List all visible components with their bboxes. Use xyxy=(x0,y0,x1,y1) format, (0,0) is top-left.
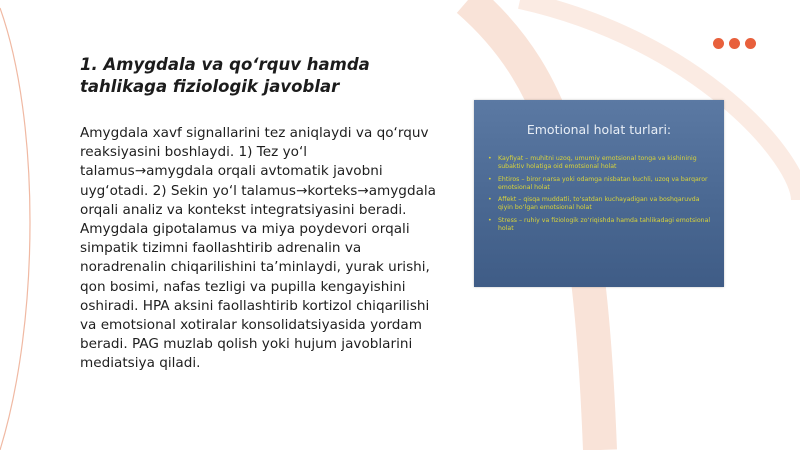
embedded-image-list xyxy=(486,155,716,237)
decor-thin-arc xyxy=(0,8,30,450)
decor-dots xyxy=(713,38,756,49)
list-item: • Ehtiros – biror narsa yoki odamga nisbatan kuchli, uzoq va barqaror emotsional holat xyxy=(486,176,716,193)
embedded-slide-image xyxy=(474,100,724,287)
decor-dot xyxy=(745,38,756,49)
embedded-image-title: Emotional holat turlari: xyxy=(526,122,672,137)
list-item: • Kayfiyat – muhitni uzoq, umumiy emotsional tonga va kishininig subaktiv holatiga oid emotsional holat xyxy=(486,155,716,172)
list-item: • Stress – ruhiy va fiziologik zo‘riqishda hamda tahlikadagi emotsional holat xyxy=(486,217,716,234)
slide-body-text: Amygdala xavf signallarini tez aniqlaydi va qo‘rquv reaksiyasini boshlaydi. 1) Tez yo‘l talamus→amygdala orqali avtomatik javobni uyg‘otadi. 2) Sekin yo‘l talamus→korteks→amygdala orqali analiz va kontekst integratsiyasini beradi. Amygdala gipotalamus va miya poydevori orqali simpatik tizimni faollashtirib adrenalin va noradrenalin chiqarilishini ta’minlaydi, yurak urishi, qon bosimi, nafas tezligi va pupilla kengayishini oshiradi. HPA aksini faollashtirib kortizol chiqarilishi va emotsional xotiralar konsolidatsiyasida yordam beradi. PAG muzlab qolish yoki hujum javoblarini mediatsiya qiladi. xyxy=(80,125,437,372)
slide-title: 1. Amygdala va qo‘rquv hamda tahlikaga fiziologik javoblar xyxy=(80,55,370,96)
list-item: • Affekt – qisqa muddatli, to‘satdan kuchayadigan va boshqaruvda qiyin bo‘lgan emotsional holat xyxy=(486,196,716,213)
decor-dot xyxy=(713,38,724,49)
decor-dot xyxy=(729,38,740,49)
